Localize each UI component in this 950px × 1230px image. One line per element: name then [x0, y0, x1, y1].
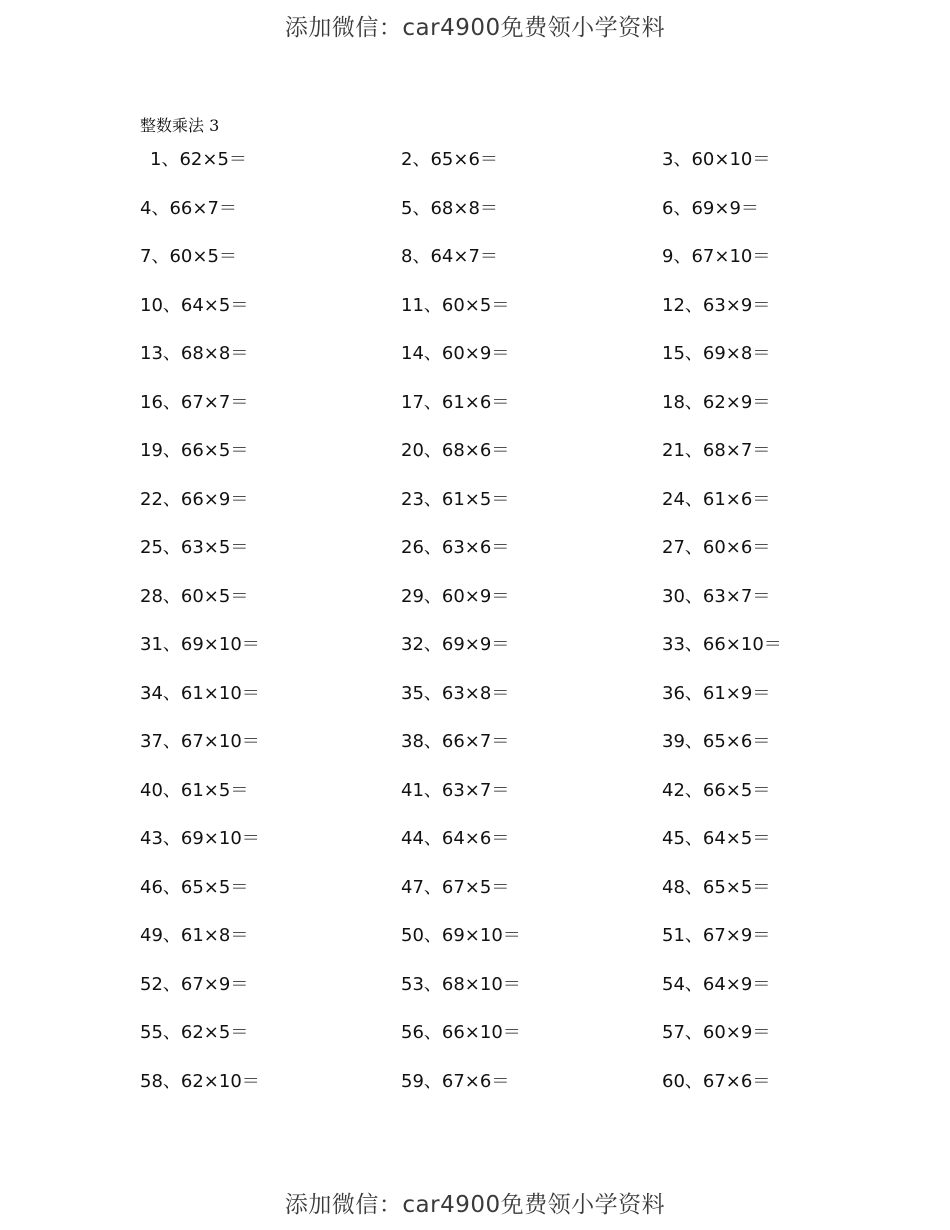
problem-item: 48、65×5＝	[662, 876, 771, 898]
problem-item: 18、62×9＝	[662, 391, 771, 413]
problem-item: 17、61×6＝	[401, 391, 510, 413]
worksheet-title: 整数乘法 3	[140, 116, 220, 135]
problem-item: 19、66×5＝	[140, 440, 249, 461]
problem-item: 49、61×8＝	[140, 925, 249, 946]
problem-item: 4、66×7＝	[140, 197, 237, 219]
problem-item: 5、68×8＝	[401, 197, 498, 219]
problem-item: 44、64×6＝	[401, 828, 510, 849]
problem-item: 14、60×9＝	[401, 343, 510, 364]
problem-item: 37、67×10＝	[140, 731, 260, 752]
problem-item: 2、65×6＝	[401, 149, 498, 170]
problem-item: 42、66×5＝	[662, 779, 771, 801]
problem-item: 38、66×7＝	[401, 731, 510, 752]
problem-item: 54、64×9＝	[662, 973, 771, 995]
problem-item: 10、64×5＝	[140, 294, 249, 316]
problem-item: 40、61×5＝	[140, 779, 249, 801]
problem-item: 39、65×6＝	[662, 731, 771, 752]
watermark-bottom: 添加微信：car4900免费领小学资料	[284, 1192, 666, 1218]
problem-item: 32、69×9＝	[401, 634, 510, 655]
problem-item: 6、69×9＝	[662, 197, 759, 219]
problem-item: 25、63×5＝	[140, 537, 249, 558]
problem-item: 9、67×10＝	[662, 246, 771, 267]
problem-item: 46、65×5＝	[140, 876, 249, 898]
problem-item: 15、69×8＝	[662, 343, 771, 364]
problem-item: 30、63×7＝	[662, 585, 771, 607]
problem-item: 56、66×10＝	[401, 1022, 521, 1043]
problem-item: 23、61×5＝	[401, 488, 510, 510]
problem-item: 33、66×10＝	[662, 634, 782, 655]
problem-item: 29、60×9＝	[401, 585, 510, 607]
problem-item: 58、62×10＝	[140, 1070, 260, 1092]
watermark-top: 添加微信：car4900免费领小学资料	[284, 15, 666, 41]
problem-item: 53、68×10＝	[401, 973, 521, 995]
problem-item: 60、67×6＝	[662, 1070, 771, 1092]
problem-item: 50、69×10＝	[401, 925, 521, 946]
problem-item: 34、61×10＝	[140, 682, 260, 704]
problem-item: 47、67×5＝	[401, 876, 510, 898]
problem-item: 59、67×6＝	[401, 1070, 510, 1092]
problem-item: 52、67×9＝	[140, 973, 249, 995]
problem-item: 55、62×5＝	[140, 1022, 249, 1043]
problem-item: 7、60×5＝	[140, 246, 237, 267]
problem-item: 27、60×6＝	[662, 537, 771, 558]
problem-item: 24、61×6＝	[662, 488, 771, 510]
problem-item: 1、62×5＝	[150, 149, 247, 170]
problem-item: 20、68×6＝	[401, 440, 510, 461]
problem-item: 41、63×7＝	[401, 779, 510, 801]
problem-item: 51、67×9＝	[662, 925, 771, 946]
problem-item: 36、61×9＝	[662, 682, 771, 704]
problem-grid	[140, 148, 900, 1118]
problem-item: 21、68×7＝	[662, 440, 771, 461]
problem-item: 28、60×5＝	[140, 585, 249, 607]
problem-item: 13、68×8＝	[140, 343, 249, 364]
problem-item: 57、60×9＝	[662, 1022, 771, 1043]
problem-item: 11、60×5＝	[401, 294, 510, 316]
problem-item: 3、60×10＝	[662, 149, 771, 170]
problem-item: 8、64×7＝	[401, 246, 498, 267]
problem-item: 26、63×6＝	[401, 537, 510, 558]
problem-item: 22、66×9＝	[140, 488, 249, 510]
problem-item: 45、64×5＝	[662, 828, 771, 849]
problem-item: 31、69×10＝	[140, 634, 260, 655]
problem-item: 43、69×10＝	[140, 828, 260, 849]
problem-item: 12、63×9＝	[662, 294, 771, 316]
problem-item: 35、63×8＝	[401, 682, 510, 704]
problem-item: 16、67×7＝	[140, 391, 249, 413]
